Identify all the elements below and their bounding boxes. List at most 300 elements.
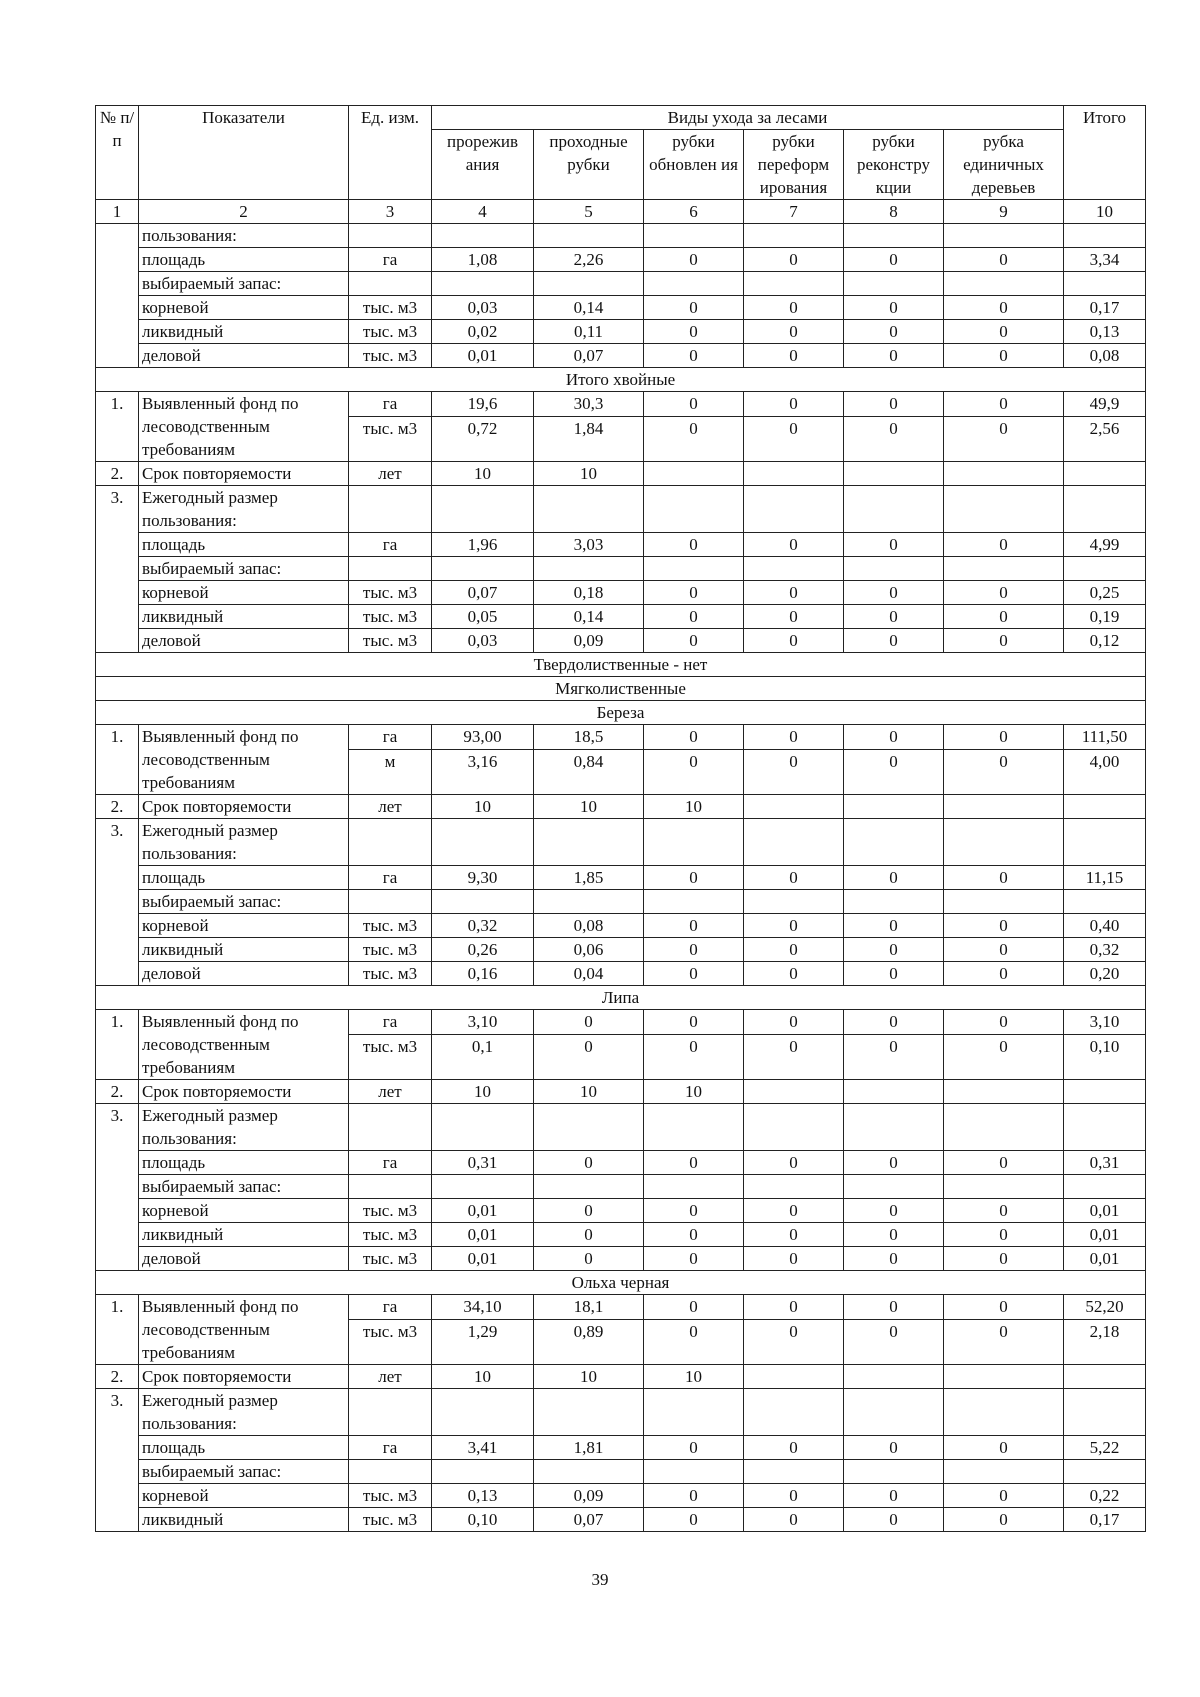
empty-cell [844, 1460, 944, 1484]
unit-cell: га [349, 533, 432, 557]
indicator-cell: Выявленный фонд по лесоводственным требованиям [139, 392, 349, 462]
indicator-cell: Срок повторяемости [139, 795, 349, 819]
table-row [96, 1247, 1146, 1271]
value-cell: 0 [844, 1034, 944, 1079]
value-cell: 0 [944, 605, 1064, 629]
value-cell: 0 [534, 1010, 644, 1035]
value-cell: 2,18 [1064, 1319, 1146, 1364]
unit-cell: тыс. м3 [349, 320, 432, 344]
section-title: Липа [96, 986, 1146, 1010]
empty-cell [534, 486, 644, 533]
value-cell: 0,08 [534, 914, 644, 938]
indicator-cell: корневой [139, 296, 349, 320]
table-row [96, 1484, 1146, 1508]
value-cell [944, 1080, 1064, 1104]
table-row [96, 1508, 1146, 1532]
empty-cell [534, 1104, 644, 1151]
empty-cell [944, 1389, 1064, 1436]
empty-cell [844, 1175, 944, 1199]
indicator-cell: выбираемый запас: [139, 272, 349, 296]
indicator-cell: выбираемый запас: [139, 557, 349, 581]
table-row [96, 1199, 1146, 1223]
table-row [96, 248, 1146, 272]
num-cell: 2. [96, 1080, 139, 1104]
empty-cell [744, 272, 844, 296]
value-cell: 18,5 [534, 725, 644, 750]
empty-cell [1064, 1389, 1146, 1436]
unit-cell: тыс. м3 [349, 416, 432, 461]
section-title: Итого хвойные [96, 368, 1146, 392]
value-cell: 4,00 [1064, 749, 1146, 794]
table-row [96, 890, 1146, 914]
value-cell: 0 [534, 1151, 644, 1175]
value-cell: 0 [744, 1223, 844, 1247]
indicator-cell: Срок повторяемости [139, 1365, 349, 1389]
indicator-cell: выбираемый запас: [139, 1460, 349, 1484]
value-cell: 0 [944, 629, 1064, 653]
value-cell: 1,84 [534, 416, 644, 461]
value-cell: 4,99 [1064, 533, 1146, 557]
value-cell: 0,06 [534, 938, 644, 962]
empty-cell [432, 1104, 534, 1151]
empty-cell [644, 224, 744, 248]
value-cell: 0 [644, 344, 744, 368]
column-number: 8 [844, 200, 944, 224]
indicator-cell: площадь [139, 248, 349, 272]
page-number: 39 [591, 1570, 609, 1589]
indicator-cell: площадь [139, 866, 349, 890]
value-cell: 0,17 [1064, 1508, 1146, 1532]
unit-cell: м [349, 749, 432, 794]
table-row [96, 938, 1146, 962]
num-cell: 1. [96, 392, 139, 462]
empty-cell [432, 1389, 534, 1436]
empty-cell [1064, 557, 1146, 581]
empty-cell [1064, 1460, 1146, 1484]
value-cell: 111,50 [1064, 725, 1146, 750]
empty-cell [744, 819, 844, 866]
table-row [96, 1010, 1146, 1035]
value-cell: 0,10 [432, 1508, 534, 1532]
value-cell: 0,13 [1064, 320, 1146, 344]
value-cell: 10 [534, 462, 644, 486]
empty-cell [1064, 272, 1146, 296]
value-cell: 0,13 [432, 1484, 534, 1508]
value-cell [944, 1365, 1064, 1389]
empty-cell [844, 224, 944, 248]
table-row [96, 819, 1146, 866]
indicator-cell: Выявленный фонд по лесоводственным требованиям [139, 1010, 349, 1080]
value-cell: 0,16 [432, 962, 534, 986]
value-cell [1064, 795, 1146, 819]
empty-cell [644, 1175, 744, 1199]
value-cell: 0 [744, 296, 844, 320]
value-cell [1064, 1080, 1146, 1104]
value-cell: 0 [944, 1319, 1064, 1364]
empty-cell [1064, 890, 1146, 914]
value-cell: 0 [644, 416, 744, 461]
value-cell: 0 [744, 392, 844, 417]
value-cell: 0,09 [534, 629, 644, 653]
value-cell: 0,05 [432, 605, 534, 629]
indicator-cell: деловой [139, 629, 349, 653]
value-cell: 0 [744, 629, 844, 653]
indicator-cell: деловой [139, 962, 349, 986]
value-cell: 0,17 [1064, 296, 1146, 320]
value-cell [644, 462, 744, 486]
value-cell: 0,07 [534, 1508, 644, 1532]
value-cell: 0,01 [432, 1247, 534, 1271]
empty-cell [349, 1460, 432, 1484]
value-cell: 0 [944, 392, 1064, 417]
table-row [96, 1104, 1146, 1151]
value-cell: 93,00 [432, 725, 534, 750]
empty-cell [944, 1175, 1064, 1199]
value-cell: 0,14 [534, 605, 644, 629]
value-cell: 2,26 [534, 248, 644, 272]
empty-cell [644, 1104, 744, 1151]
table-row [96, 914, 1146, 938]
table-row [96, 320, 1146, 344]
indicator-cell: Выявленный фонд по лесоводственным требованиям [139, 725, 349, 795]
value-cell: 0,26 [432, 938, 534, 962]
num-cell: 1. [96, 1295, 139, 1365]
value-cell: 3,10 [432, 1010, 534, 1035]
value-cell: 52,20 [1064, 1295, 1146, 1320]
value-cell: 0 [844, 416, 944, 461]
value-cell: 0 [644, 320, 744, 344]
value-cell: 0,89 [534, 1319, 644, 1364]
column-number: 2 [139, 200, 349, 224]
table-row [96, 1295, 1146, 1320]
table-row [96, 1389, 1146, 1436]
value-cell: 0 [744, 1319, 844, 1364]
value-cell: 0 [744, 1295, 844, 1320]
value-cell: 0,01 [1064, 1199, 1146, 1223]
unit-cell: тыс. м3 [349, 1484, 432, 1508]
value-cell [844, 795, 944, 819]
value-cell: 0 [944, 1223, 1064, 1247]
empty-cell [644, 890, 744, 914]
value-cell: 0 [844, 1436, 944, 1460]
value-cell: 0 [844, 1319, 944, 1364]
value-cell: 3,41 [432, 1436, 534, 1460]
value-cell: 0 [644, 533, 744, 557]
indicator-cell: площадь [139, 1151, 349, 1175]
value-cell [744, 462, 844, 486]
empty-cell [349, 890, 432, 914]
value-cell: 0,18 [534, 581, 644, 605]
header-num: № п/п [96, 106, 139, 200]
empty-cell [844, 272, 944, 296]
value-cell: 0 [744, 1247, 844, 1271]
value-cell: 0 [844, 296, 944, 320]
value-cell [944, 462, 1064, 486]
value-cell: 0 [744, 749, 844, 794]
value-cell: 0 [844, 1199, 944, 1223]
table-row [96, 1436, 1146, 1460]
table-row [96, 344, 1146, 368]
value-cell: 0 [944, 533, 1064, 557]
value-cell: 0 [944, 962, 1064, 986]
table-row [96, 557, 1146, 581]
empty-cell [944, 1460, 1064, 1484]
empty-cell [744, 1104, 844, 1151]
num-cell: 3. [96, 486, 139, 653]
value-cell: 0 [744, 725, 844, 750]
empty-cell [349, 819, 432, 866]
empty-cell [432, 557, 534, 581]
table-row [96, 296, 1146, 320]
value-cell: 0 [844, 1484, 944, 1508]
value-cell: 0 [944, 416, 1064, 461]
indicator-cell: деловой [139, 1247, 349, 1271]
value-cell: 0,02 [432, 320, 534, 344]
value-cell: 0,12 [1064, 629, 1146, 653]
column-number: 4 [432, 200, 534, 224]
empty-cell [844, 1389, 944, 1436]
table-row [96, 986, 1146, 1010]
unit-cell: га [349, 866, 432, 890]
empty-cell [644, 819, 744, 866]
value-cell: 0 [944, 1034, 1064, 1079]
value-cell: 0 [944, 1199, 1064, 1223]
value-cell: 0 [744, 962, 844, 986]
value-cell: 10 [644, 1080, 744, 1104]
value-cell: 0 [844, 392, 944, 417]
empty-cell [944, 1104, 1064, 1151]
header-sub: рубки реконстру кции [844, 130, 944, 200]
header-sub: прорежив ания [432, 130, 534, 200]
unit-cell: тыс. м3 [349, 1199, 432, 1223]
empty-cell [534, 819, 644, 866]
empty-cell [349, 1175, 432, 1199]
value-cell [944, 795, 1064, 819]
table-row [96, 1080, 1146, 1104]
value-cell: 0,19 [1064, 605, 1146, 629]
table-row [96, 224, 1146, 248]
header-sub: проходные рубки [534, 130, 644, 200]
table-row [96, 701, 1146, 725]
value-cell: 10 [432, 462, 534, 486]
forest-care-table [95, 105, 1146, 1532]
value-cell: 0,01 [1064, 1223, 1146, 1247]
indicator-cell: Срок повторяемости [139, 1080, 349, 1104]
empty-cell [644, 1460, 744, 1484]
empty-cell [744, 1389, 844, 1436]
unit-cell: га [349, 1436, 432, 1460]
value-cell: 0 [844, 1247, 944, 1271]
value-cell: 0,20 [1064, 962, 1146, 986]
value-cell: 0 [844, 1295, 944, 1320]
num-cell: 1. [96, 1010, 139, 1080]
value-cell: 0 [844, 1010, 944, 1035]
value-cell: 10 [432, 1080, 534, 1104]
value-cell: 0,01 [432, 344, 534, 368]
value-cell: 10 [644, 795, 744, 819]
value-cell: 0 [844, 605, 944, 629]
indicator-cell: Ежегодный размер пользования: [139, 1389, 349, 1436]
value-cell: 0,03 [432, 296, 534, 320]
value-cell: 0 [944, 1295, 1064, 1320]
table-row [96, 486, 1146, 533]
indicator-cell: Ежегодный размер пользования: [139, 486, 349, 533]
value-cell: 0 [844, 962, 944, 986]
value-cell: 0 [644, 1295, 744, 1320]
value-cell: 34,10 [432, 1295, 534, 1320]
value-cell: 9,30 [432, 866, 534, 890]
unit-cell: лет [349, 795, 432, 819]
value-cell: 0 [944, 938, 1064, 962]
empty-cell [644, 272, 744, 296]
value-cell: 0 [844, 581, 944, 605]
table-row [96, 1175, 1146, 1199]
value-cell: 0 [944, 725, 1064, 750]
value-cell: 0 [744, 416, 844, 461]
indicator-cell: ликвидный [139, 1223, 349, 1247]
value-cell: 1,96 [432, 533, 534, 557]
value-cell: 0,11 [534, 320, 644, 344]
value-cell: 0 [844, 1151, 944, 1175]
empty-cell [1064, 1175, 1146, 1199]
value-cell: 0 [944, 749, 1064, 794]
empty-cell [744, 1175, 844, 1199]
value-cell [744, 1365, 844, 1389]
table-header [96, 106, 1146, 224]
empty-cell [944, 486, 1064, 533]
value-cell: 0 [744, 344, 844, 368]
value-cell: 0 [844, 1223, 944, 1247]
value-cell: 0 [844, 725, 944, 750]
num-cell: 3. [96, 819, 139, 986]
value-cell: 0,01 [432, 1223, 534, 1247]
num-cell [96, 224, 139, 368]
value-cell: 0,72 [432, 416, 534, 461]
empty-cell [349, 1104, 432, 1151]
indicator-cell: площадь [139, 1436, 349, 1460]
table-row [96, 1365, 1146, 1389]
value-cell: 0,03 [432, 629, 534, 653]
value-cell: 0 [744, 248, 844, 272]
indicator-cell: корневой [139, 581, 349, 605]
value-cell: 0 [944, 1508, 1064, 1532]
value-cell: 0 [644, 938, 744, 962]
value-cell: 0 [744, 1151, 844, 1175]
value-cell: 0 [644, 1223, 744, 1247]
table-row [96, 866, 1146, 890]
empty-cell [744, 890, 844, 914]
table-row [96, 795, 1146, 819]
unit-cell: га [349, 1295, 432, 1320]
value-cell: 0 [744, 581, 844, 605]
value-cell: 0 [844, 866, 944, 890]
unit-cell: тыс. м3 [349, 1319, 432, 1364]
value-cell: 3,10 [1064, 1010, 1146, 1035]
value-cell: 0 [534, 1223, 644, 1247]
empty-cell [432, 819, 534, 866]
value-cell: 0 [844, 914, 944, 938]
empty-cell [534, 224, 644, 248]
header-sub: рубки переформ ирования [744, 130, 844, 200]
value-cell: 0 [744, 1484, 844, 1508]
value-cell: 0 [844, 533, 944, 557]
value-cell: 0,07 [534, 344, 644, 368]
indicator-cell: Срок повторяемости [139, 462, 349, 486]
value-cell: 0 [644, 296, 744, 320]
unit-cell: тыс. м3 [349, 581, 432, 605]
empty-cell [534, 890, 644, 914]
unit-cell: га [349, 1151, 432, 1175]
value-cell: 0 [644, 1034, 744, 1079]
value-cell: 0 [644, 1010, 744, 1035]
value-cell: 10 [534, 795, 644, 819]
value-cell: 0 [944, 344, 1064, 368]
value-cell: 0,1 [432, 1034, 534, 1079]
value-cell: 0 [744, 1034, 844, 1079]
value-cell: 10 [432, 1365, 534, 1389]
value-cell: 0 [644, 749, 744, 794]
value-cell: 0 [744, 605, 844, 629]
table-row [96, 581, 1146, 605]
empty-cell [844, 1104, 944, 1151]
indicator-cell: пользования: [139, 224, 349, 248]
header-total: Итого [1064, 106, 1146, 200]
empty-cell [644, 557, 744, 581]
value-cell: 0 [644, 866, 744, 890]
value-cell: 0,09 [534, 1484, 644, 1508]
value-cell: 0,84 [534, 749, 644, 794]
empty-cell [432, 890, 534, 914]
value-cell: 0,32 [1064, 938, 1146, 962]
empty-cell [349, 272, 432, 296]
value-cell: 0,07 [432, 581, 534, 605]
value-cell: 10 [644, 1365, 744, 1389]
value-cell: 0 [644, 1247, 744, 1271]
value-cell: 0,31 [1064, 1151, 1146, 1175]
empty-cell [744, 1460, 844, 1484]
section-title: Береза [96, 701, 1146, 725]
value-cell: 1,81 [534, 1436, 644, 1460]
header-sub: рубки обновлен ия [644, 130, 744, 200]
section-title: Ольха черная [96, 1271, 1146, 1295]
empty-cell [1064, 224, 1146, 248]
value-cell [844, 462, 944, 486]
value-cell: 0,10 [1064, 1034, 1146, 1079]
table-row [96, 677, 1146, 701]
column-number: 9 [944, 200, 1064, 224]
unit-cell: тыс. м3 [349, 296, 432, 320]
value-cell: 0 [744, 938, 844, 962]
unit-cell: га [349, 725, 432, 750]
value-cell: 10 [534, 1365, 644, 1389]
value-cell: 0 [644, 392, 744, 417]
value-cell [1064, 1365, 1146, 1389]
empty-cell [1064, 1104, 1146, 1151]
value-cell: 30,3 [534, 392, 644, 417]
table-row [96, 462, 1146, 486]
unit-cell: тыс. м3 [349, 1508, 432, 1532]
value-cell: 0 [644, 1508, 744, 1532]
value-cell: 0 [844, 248, 944, 272]
value-cell: 19,6 [432, 392, 534, 417]
document-page [95, 105, 1145, 1532]
value-cell: 0,22 [1064, 1484, 1146, 1508]
indicator-cell: ликвидный [139, 938, 349, 962]
table-row [96, 1223, 1146, 1247]
table-row [96, 962, 1146, 986]
value-cell: 1,08 [432, 248, 534, 272]
empty-cell [534, 1460, 644, 1484]
